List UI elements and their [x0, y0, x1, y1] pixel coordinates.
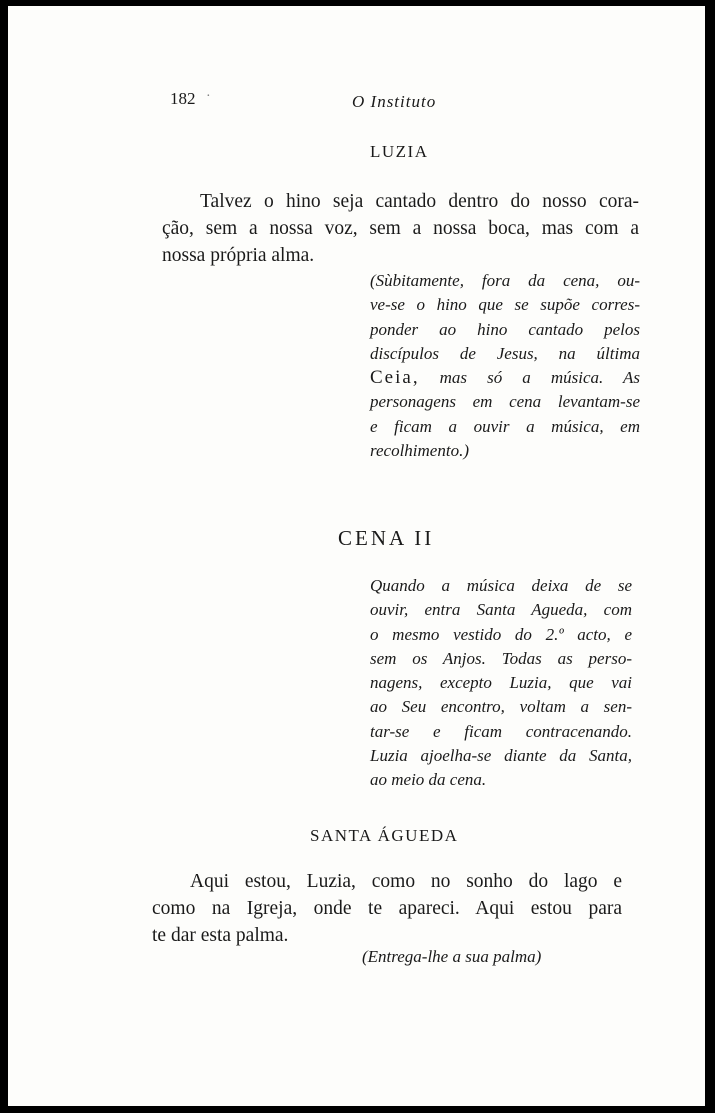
stage-line: ouvir, entra Santa Agueda, com — [370, 600, 632, 620]
stage-line: ve-se o hino que se supõe corres- — [370, 295, 640, 315]
stage-line: o mesmo vestido do 2.º acto, e — [370, 624, 632, 644]
book-page — [8, 6, 705, 1106]
speech-line: te dar esta palma. — [152, 925, 289, 946]
stage-line: ponder ao hino cantado pelos — [370, 319, 640, 339]
page-number: 182 — [170, 89, 196, 108]
stage-line: discípulos de Jesus, na última — [370, 343, 640, 363]
stage-upright-word: Ceia, — [370, 367, 420, 389]
speech-line: como na Igreja, onde te apareci. Aqui estou para — [152, 898, 622, 919]
stage-line — [370, 366, 640, 390]
speaker-name-luzia: LUZIA — [370, 142, 429, 161]
stage-line: sem os Anjos. Todas as perso- — [370, 648, 632, 668]
speech-line: nossa própria alma. — [162, 245, 315, 266]
stage-line: nagens, excepto Luzia, que vai — [370, 673, 632, 693]
stage-direction-entrance — [370, 574, 632, 793]
stage-line: (Sùbitamente, fora da cena, ou- — [370, 271, 640, 290]
running-title: O Instituto — [352, 92, 437, 111]
speech-line: Talvez o hino seja cantado dentro do nosso cora- — [200, 191, 639, 212]
stage-line: Luzia ajoelha-se diante da Santa, — [370, 746, 632, 766]
stage-line: tar-se e ficam contracenando. — [370, 721, 632, 741]
stage-line: Quando a música deixa de se — [370, 576, 632, 595]
stage-line: recolhimento.) — [370, 441, 469, 461]
stage-line-rest: mas só a música. As — [439, 368, 640, 388]
speech-line: ção, sem a nossa voz, sem a nossa boca, mas com a — [162, 218, 639, 239]
scene-heading: CENA II — [338, 526, 435, 550]
header-separator: · — [206, 89, 211, 104]
stage-line: e ficam a ouvir a música, em — [370, 416, 640, 436]
speech-santa-agueda — [152, 868, 622, 949]
stage-line: ao meio da cena. — [370, 770, 487, 790]
speech-luzia — [162, 188, 639, 269]
speaker-name-santa-agueda: SANTA ÁGUEDA — [310, 826, 459, 845]
speech-line: Aqui estou, Luzia, como no sonho do lago e — [190, 871, 622, 892]
stage-direction-palm: (Entrega-lhe a sua palma) — [362, 947, 542, 966]
stage-direction-hymn — [370, 269, 640, 463]
stage-line: personagens em cena levantam-se — [370, 392, 640, 412]
stage-line: ao Seu encontro, voltam a sen- — [370, 697, 632, 717]
